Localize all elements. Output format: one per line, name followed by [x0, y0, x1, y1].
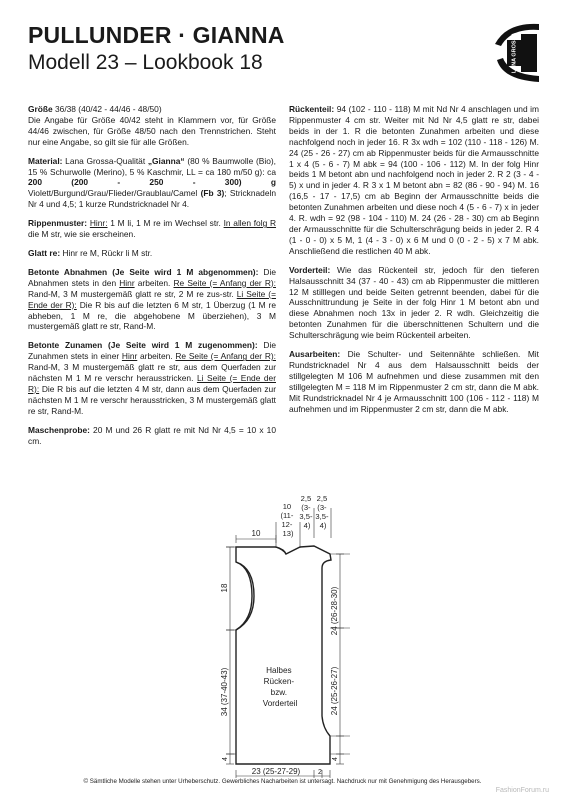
text-material-fb: (Fb 3) — [200, 188, 225, 199]
label-rippen: Rippenmuster: — [28, 218, 88, 229]
section-zunahmen — [28, 340, 276, 416]
text-abn-re: Re Seite (= Anfang der R): — [173, 277, 276, 288]
diagram-center-label: Halbes Rücken- bzw. Vorderteil — [262, 666, 298, 708]
dim-bottom-23: 23 (25-27-29) — [251, 767, 301, 776]
left-dimensions — [226, 547, 234, 764]
section-glatt — [28, 248, 276, 259]
section-rueckenteil — [289, 104, 539, 257]
text-groesse: 36/38 (40/42 - 44/46 - 48/50) — [52, 104, 162, 114]
text-rippen-hinr: Hinr: — [89, 218, 108, 229]
text-zun-c: Rand-M, 3 M mustergemäß glatt re str, aus dem Querfaden zur nächsten M 1 M re verschr herausstricken. — [28, 362, 276, 384]
section-vorderteil — [289, 265, 539, 341]
label-maschenprobe: Maschenprobe: — [28, 424, 90, 435]
lana-grossa-logo — [493, 20, 543, 86]
text-material-quality: „Gianna“ — [147, 155, 185, 166]
text-zun-a: Die Zunahmen stets in einer — [28, 340, 276, 362]
dim-left-4: 4 — [222, 757, 229, 761]
right-column — [289, 104, 539, 422]
text-abn-b: arbeiten. — [134, 277, 174, 288]
text-rueckenteil: 94 (102 - 110 - 118) M mit Nd Nr 4 anschlagen und im Rippenmuster 4 cm str. Weiter mit Nd Nr 4,5 glatt re str, dabei beids in der 1. R die betonten Zunahmen arbeiten und diese nachfolgend noch in jeder 16. R 3x wdh = 102 (110 - 118 - 126) M. 24 (25 - 26 - 27) cm ab Rippenmuster beids für die Armausschnitte 1 x 4 (5 - 6 - 7) M abk = 94 (100 - 106 - 112) M. In der folg Hinr beids 1 M betont abn und nachfolgend noch in jeder 2. R 2 (3 - 4 - 5) x und in jeder 4. R 3 x 1 M betont abn = 82 (86 - 90 - 94) M. 16 (16,5 - 17 - 17,5) cm ab Beginn der Armausschnitte beids die betonten Zunahmen arbeiten und diese noch 4 (5 - 6 - 7) x in jeder 4. R. wdh = 92 (98 - 104 - 110) M. 24 (26 - 28 - 30) cm ab Beginn der Armausschnitte für die Schulterschrägung beids in jeder 2. R 4 (1 - 0 - 0) x 5 M, 1 (4 - 3 - 0) x 6 M und 0 (0 - 2 - 5) x 7 M abk. Anschließend die restlichen 40 M abk. — [289, 104, 539, 256]
watermark: FashionForum.ru — [495, 787, 549, 794]
footer-copyright: © Sämtliche Modelle stehen unter Urheberschutz. Gewerbliches Nacharbeiten ist untersagt. Nachdruck nur mit Genehmigung des Herausgebers. — [83, 778, 482, 785]
text-material-a: Lana Grossa-Qualität — [62, 155, 148, 166]
text-zun-hinr: Hinr — [121, 351, 138, 362]
section-maschenprobe — [28, 425, 276, 447]
text-abn-hinr: Hinr — [119, 277, 135, 288]
text-rippen-folg: In allen folg R — [223, 218, 277, 229]
text-abn-li: Li Seite (= Ende der R): — [28, 288, 276, 310]
left-column — [28, 104, 276, 454]
section-rippenmuster — [28, 218, 276, 240]
right-dimensions — [336, 554, 344, 764]
section-material — [28, 156, 276, 211]
top-label-2-5-b: 2,5 (3- 3,5- 4) — [315, 494, 329, 530]
logo-text-lana: LANA GROSSA — [511, 32, 518, 74]
dim-bottom-2: 2 — [318, 769, 322, 776]
dim-right-24b: 24 (25-26-27) — [330, 666, 339, 716]
garment-outline — [236, 546, 331, 764]
section-ausarbeiten — [289, 349, 539, 414]
dim-top-10: 10 — [251, 529, 261, 538]
text-zun-li: Li Seite (= Ende der R): — [28, 373, 276, 394]
top-label-2-5-a: 2,5 (3- 3,5- 4) — [299, 494, 313, 530]
text-material-b: (80 % Baumwolle (Bio), 15 % Schurwolle (Merino), 5 % Kaschmir, LL = ca 180 m/50 g): ca — [28, 155, 276, 177]
label-glatt: Glatt re: — [28, 247, 61, 258]
text-rippen-c: die M str, wie sie erscheinen. — [28, 229, 136, 240]
text-abn-a: Die Abnahmen stets in den — [28, 266, 276, 288]
dim-left-34: 34 (37-40-43) — [220, 667, 229, 717]
text-groesse-desc: Die Angabe für Größe 40/42 steht in Klammern vor, für Größe 44/46 zwischen, für Größe 48/50 nach den Trennstrichen. Steht nur eine Angabe, so gilt sie für alle Größen. — [28, 114, 276, 147]
page-title: PULLUNDER · GIANNA — [28, 22, 285, 48]
section-abnahmen — [28, 267, 276, 332]
text-zun-d: Die R bis auf die letzten 4 M str, dann aus dem Querfaden zur nächsten M 1 M re verschr herausstricken, 3 M mustergemäß glatt re str, Rand-M. — [28, 383, 276, 416]
page-subtitle: Modell 23 – Lookbook 18 — [28, 51, 263, 74]
label-zunahmen: Betonte Zunamen (Je Seite wird 1 M zugenommen): — [28, 340, 258, 351]
text-vorderteil: Wie das Rückenteil str, jedoch für den tieferen Halsausschnitt 34 (37 - 40 - 43) cm ab Rippenmuster die mittleren 12 M stilllegen und beide Seiten getrennt beenden, dabei für die Ausschnittrundung je Seite in der folg Hinr 1 M betont abn und diese Abnahmen noch 13x in jeder 2. R wdh. Gleichzeitig die betonten Zunahmen für die überschnittenen Schultern und die Schulterschrägung wie beim Rückenteil arbeiten. — [289, 264, 539, 341]
text-zun-b: arbeiten. — [137, 351, 176, 362]
label-groesse: Größe — [28, 104, 53, 114]
text-maschenprobe: 20 M und 26 R glatt re mit Nd Nr 4,5 = 10 x 10 cm. — [28, 424, 276, 446]
label-abnahmen: Betonte Abnahmen (Je Seite wird 1 M abgenommen): — [28, 266, 259, 277]
shoulder-curve — [276, 547, 286, 554]
dim-left-18: 18 — [220, 583, 229, 593]
label-material: Material: — [28, 155, 63, 166]
text-abn-c: Rand-M, 3 M mustergemäß glatt re str, 2 M re zus-str. — [28, 288, 237, 299]
schematic-diagram — [180, 488, 390, 778]
text-ausarbeiten: Die Schulter- und Seitennähte schließen. Mit Rundstricknadel Nr 4 aus dem Halsausschnitt beids der stillgelegten M 106 M aufnehmen und diese zusammen mit den stillgelegten M = 118 M im Rippenmuster 2 cm str, dann die M abk. Mit Rundstricknadel Nr 4 je Armausschnitt 100 (106 - 112 - 118) M aufnehmen und im Rippenmuster 2 cm str, dann die M abk. — [289, 349, 539, 414]
text-material-amount: 200 (200 - 250 - 300) g — [28, 177, 276, 188]
dim-right-24a: 24 (26-28-30) — [330, 586, 339, 636]
label-ausarbeiten: Ausarbeiten: — [289, 349, 341, 360]
text-zun-re: Re Seite (= Anfang der R): — [175, 351, 276, 362]
text-glatt: Hinr re M, Rückr li M str. — [60, 247, 153, 258]
top-label-10: 10 (11- 12- 13) — [280, 502, 294, 538]
text-material-d: ; Stricknadeln Nr 4 und 4,5; 1 kurze Rundstricknadel Nr 4. — [28, 188, 277, 210]
text-material-c: Violett/Burgund/Grau/Flieder/Graublau/Camel — [28, 188, 201, 199]
section-groesse — [28, 104, 276, 148]
label-vorderteil: Vorderteil: — [289, 264, 331, 275]
dim-right-4: 4 — [332, 757, 339, 761]
text-abn-d: Die R bis auf die letzten 6 M str, 1 Überzug (1 M re abheben, 1 M re, die abgehobene M überziehen), 3 M mustergemäß glatt re str, Rand-M. — [28, 299, 276, 332]
horizontal-leaders — [226, 547, 350, 754]
label-rueckenteil: Rückenteil: — [289, 104, 335, 114]
text-rippen-b: 1 M li, 1 M re im Wechsel str. — [107, 218, 224, 229]
